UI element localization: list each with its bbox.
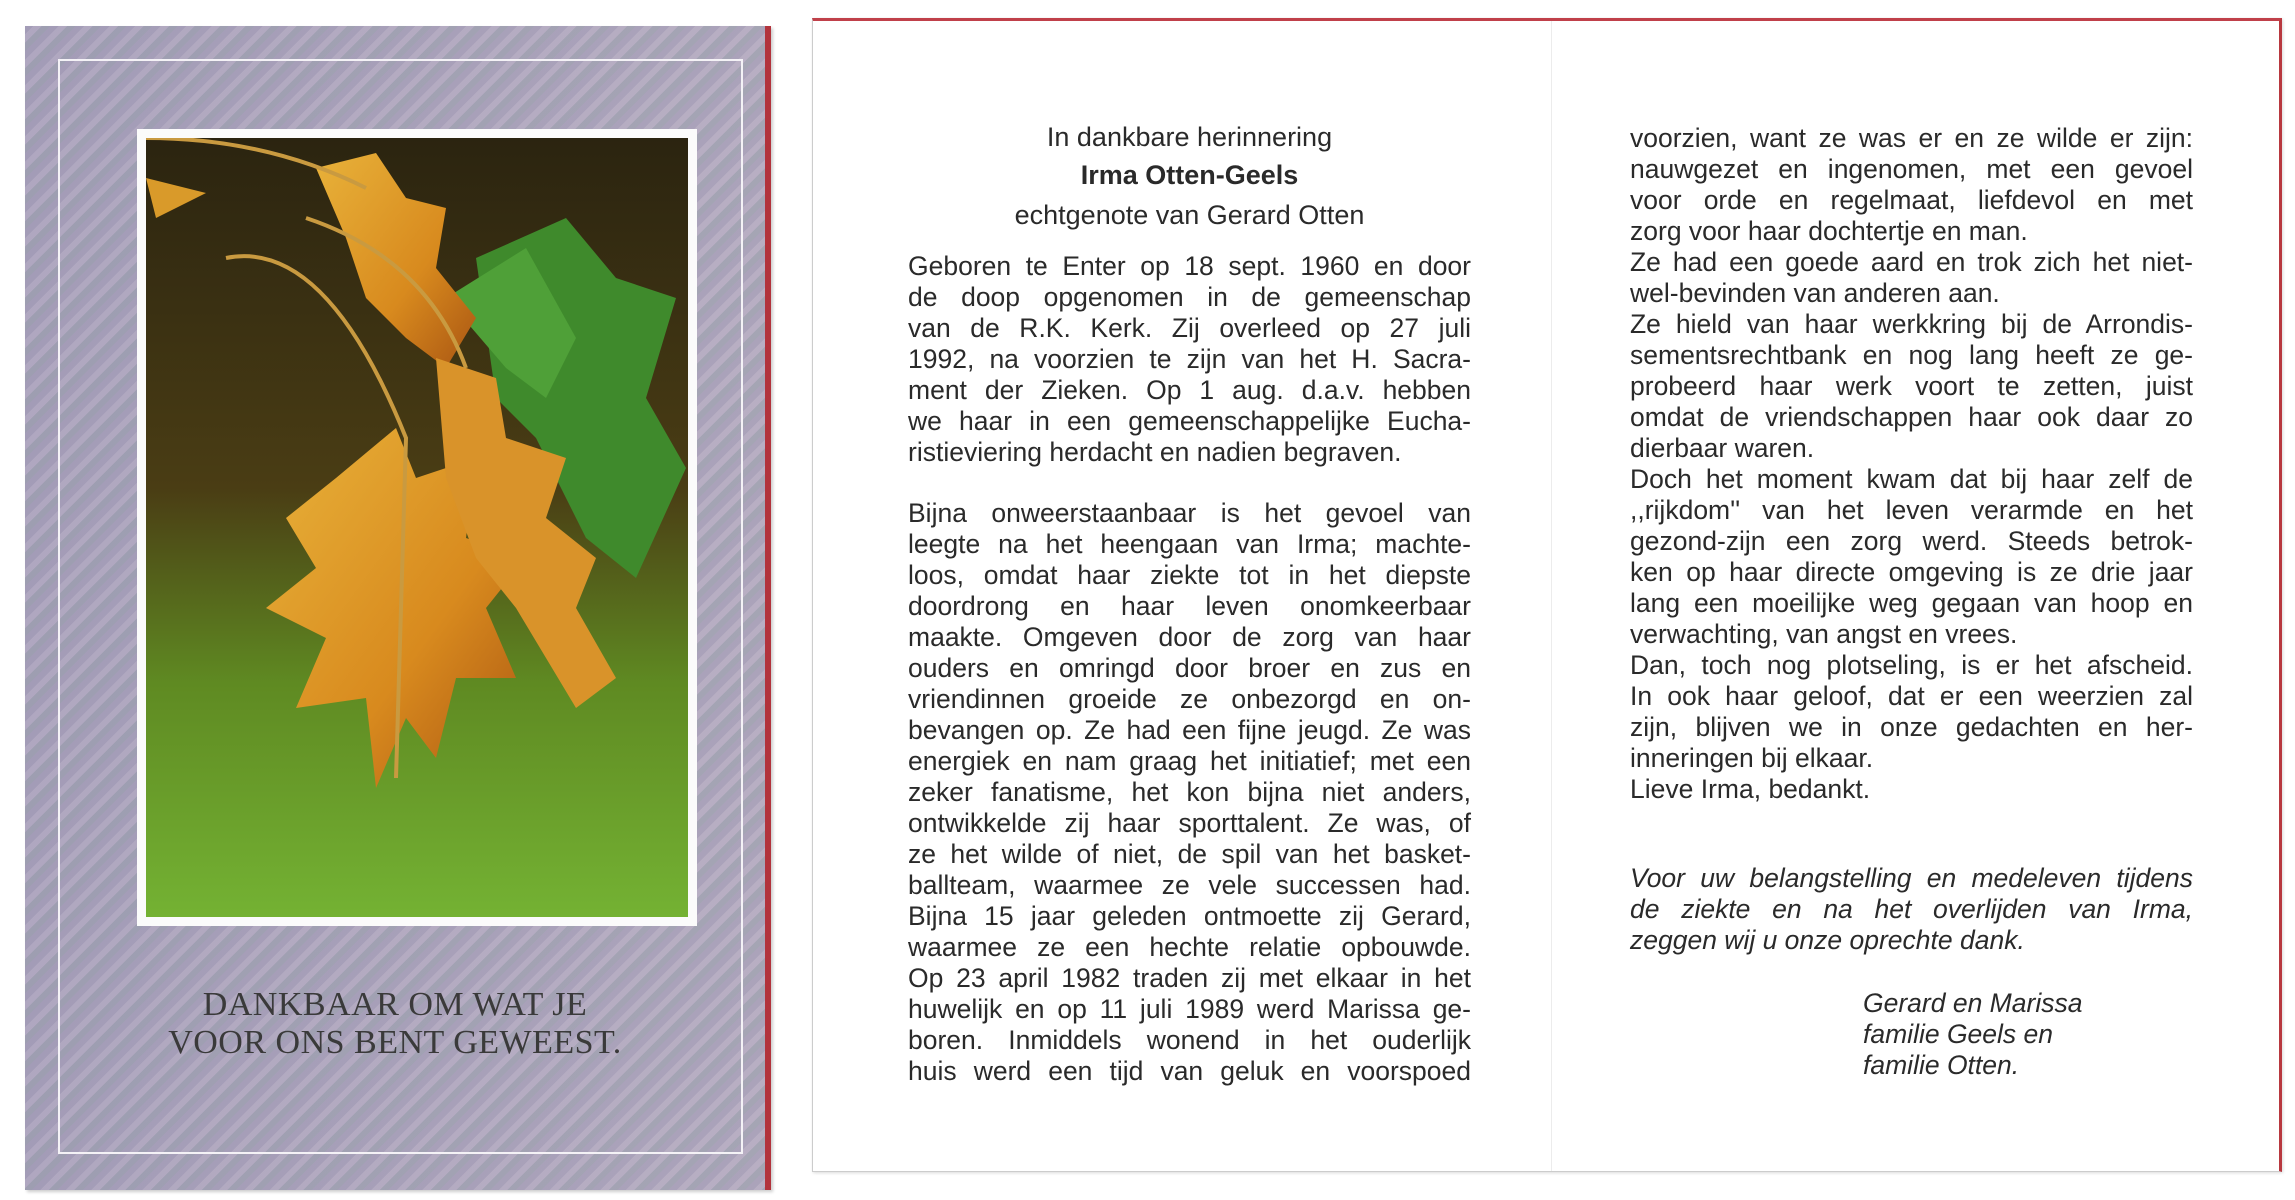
paragraph-birth (908, 251, 1471, 468)
text-line: waarmee ze een hechte relatie opbouwde. (908, 932, 1471, 962)
text-line: Geboren te Enter op 18 sept. 1960 en door (908, 251, 1471, 281)
text-line: Ze hield van haar werkkring bij de Arrondis- (1630, 309, 2193, 339)
text-line: inneringen bij elkaar. (1630, 743, 1874, 773)
text-line: In ook haar geloof, dat er een weerzien zal (1630, 681, 2193, 711)
text-line: wel-bevinden van anderen aan. (1630, 278, 2000, 308)
autumn-leaves-photo (137, 129, 697, 926)
text-line: Bijna 15 jaar geleden ontmoette zij Gerard, (908, 901, 1471, 931)
text-line: vriendinnen groeide ze onbezorgd en on- (908, 684, 1471, 714)
text-line: Gerard en Marissa (1863, 988, 2083, 1018)
text-line: dierbaar waren. (1630, 433, 1815, 463)
text-line: leegte na het heengaan van Irma; machte- (908, 529, 1471, 559)
text-line: Dan, toch nog plotseling, is er het afscheid. (1630, 650, 2193, 680)
text-line: voorzien, want ze was er en ze wilde er zijn: (1630, 123, 2193, 153)
text-line: nauwgezet en ingenomen, met een gevoel (1630, 154, 2193, 184)
text-line: familie Otten. (1863, 1050, 2020, 1080)
text-line: bevangen op. Ze had een fijne jeugd. Ze was (908, 715, 1471, 745)
text-line: probeerd haar werk voort te zetten, juist (1630, 371, 2193, 401)
text-line: zeker fanatisme, het kon bijna niet anders, (908, 777, 1471, 807)
text-line: zijn, blijven we in onze gedachten en her- (1630, 712, 2193, 742)
front-card (25, 26, 771, 1190)
text-line: ze het wilde of niet, de spil van het basket- (908, 839, 1471, 869)
text-line: huis werd een tijd van geluk en voorspoed (908, 1056, 1471, 1086)
text-line: familie Geels en (1863, 1019, 2054, 1049)
text-line: Voor uw belangstelling en medeleven tijdens (1630, 863, 2193, 893)
text-line: verwachting, van angst en vrees. (1630, 619, 2018, 649)
text-line: van de R.K. Kerk. Zij overleed op 27 juli (908, 313, 1471, 343)
fold-line (1551, 21, 1552, 1171)
intro-heading: In dankbare herinnering (1046, 122, 1333, 152)
text-line: Ze had een goede aard en trok zich het niet- (1630, 247, 2193, 277)
text-line: energiek en nam graag het initiatief; met een (908, 746, 1471, 776)
text-line: omdat de vriendschappen haar ook daar zo (1630, 402, 2193, 432)
text-line: zeggen wij u onze oprechte dank. (1630, 925, 2025, 955)
thanks-paragraph (1630, 863, 2193, 956)
text-line: de doop opgenomen in de gemeenschap (908, 282, 1471, 312)
paragraph-life-continued (1630, 123, 2193, 805)
text-line: Doch het moment kwam dat bij haar zelf de (1630, 464, 2193, 494)
text-line: de ziekte en na het overlijden van Irma, (1630, 894, 2193, 924)
text-line: ballteam, waarmee ze vele successen had. (908, 870, 1471, 900)
caption-line: DANKBAAR OM WAT JE (202, 986, 588, 1023)
text-line: ,,rijkdom'' van het leven verarmde en het (1630, 495, 2193, 525)
text-line: ristieviering herdacht en nadien begraven. (908, 437, 1402, 467)
text-line: ouders en omringd door broer en zus en (908, 653, 1471, 683)
spouse-line: echtgenote van Gerard Otten (1014, 200, 1365, 230)
front-caption (25, 986, 765, 1062)
text-line: Bijna onweerstaanbaar is het gevoel van (908, 498, 1471, 528)
text-line: gezond-zijn een zorg werd. Steeds betrok- (1630, 526, 2193, 556)
text-line: ontwikkelde zij haar sporttalent. Ze was, of (908, 808, 1471, 838)
text-line: doordrong en haar leven onomkeerbaar (908, 591, 1471, 621)
text-line: loos, omdat haar ziekte tot in het diepste (908, 560, 1471, 590)
text-line: boren. Inmiddels wonend in het ouderlijk (908, 1025, 1471, 1055)
text-line: ment der Zieken. Op 1 aug. d.a.v. hebben (908, 375, 1471, 405)
inner-card (812, 18, 2282, 1172)
deceased-name: Irma Otten-Geels (1080, 160, 1299, 190)
text-line: ken op haar directe omgeving is ze drie jaar (1630, 557, 2193, 587)
text-line: zorg voor haar dochtertje en man. (1630, 216, 2028, 246)
caption-line: VOOR ONS BENT GEWEEST. (168, 1024, 622, 1061)
text-line: huwelijk en op 11 juli 1989 werd Marissa ge- (908, 994, 1471, 1024)
text-line: Lieve Irma, bedankt. (1630, 774, 1871, 804)
right-column (1630, 123, 2193, 1081)
signature (1863, 988, 2193, 1081)
text-line: sementsrechtbank en nog lang heeft ze ge- (1630, 340, 2193, 370)
text-line: 1992, na voorzien te zijn van het H. Sacra- (908, 344, 1471, 374)
text-line: maakte. Omgeven door de zorg van haar (908, 622, 1471, 652)
text-line: voor orde en regelmaat, liefdevol en met (1630, 185, 2193, 215)
text-line: lang een moeilijke weg gegaan van hoop en (1630, 588, 2193, 618)
left-column (908, 119, 1471, 1087)
text-line: we haar in een gemeenschappelijke Eucha- (908, 406, 1471, 436)
text-line: Op 23 april 1982 traden zij met elkaar in het (908, 963, 1471, 993)
paragraph-life (908, 498, 1471, 1087)
